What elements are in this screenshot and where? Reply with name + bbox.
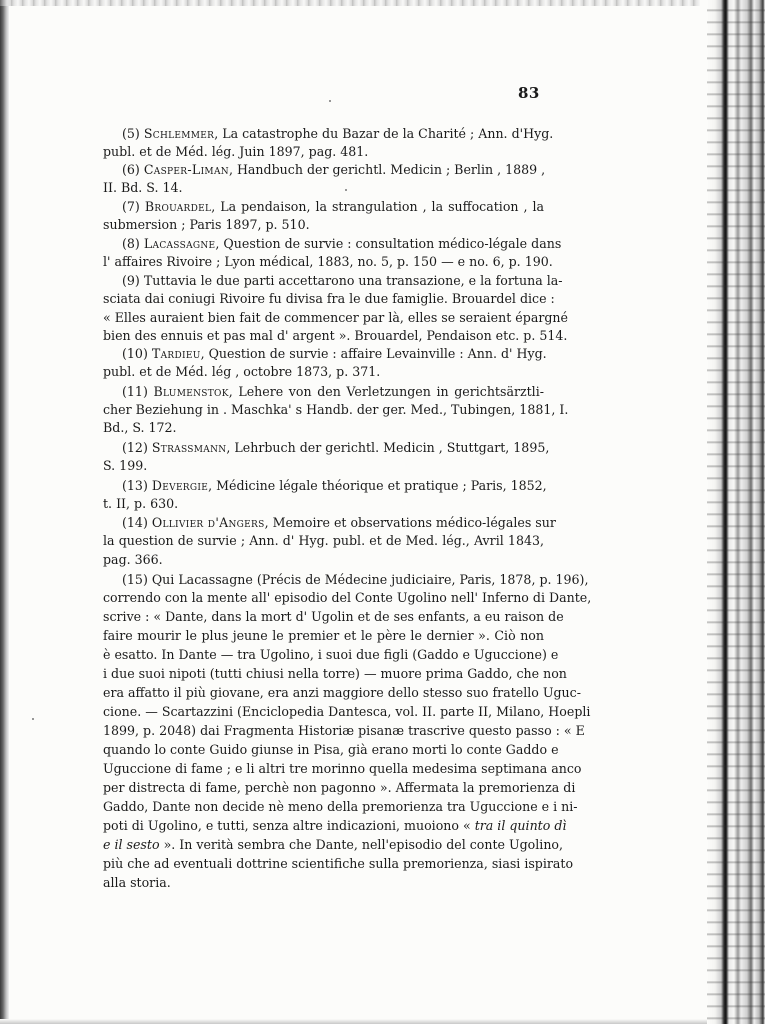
note-12-line-2: S. 199.: [103, 458, 148, 473]
note-9-line-1: (9) Tuttavia le due parti accettarono una transazione, e la fortuna la-: [122, 273, 563, 288]
note-9-line-4: bien des ennuis et pas mal d' argent ». Brouardel, Pendaison etc. p. 514.: [103, 328, 568, 343]
scan-left-edge: [0, 0, 9, 1024]
note-15-line-5: è esatto. In Dante — tra Ugolino, i suoi due figli (Gaddo e Uguccione) e: [103, 647, 559, 662]
note-14-line-3: pag. 366.: [103, 552, 163, 567]
note-7-line-2: submersion ; Paris 1897, p. 510.: [103, 217, 310, 232]
note-15-line-11: Uguccione di fame ; e li altri tre morinno quella medesima septimana anco: [103, 761, 582, 776]
scan-top-edge: [0, 0, 700, 6]
scan-bottom-edge: [0, 1019, 707, 1024]
note-9-line-3: « Elles auraient bien fait de commencer par là, elles se seraient épargné: [103, 310, 568, 325]
note-13-line-1: (13) Devergie, Médicine légale théorique et pratique ; Paris, 1852,: [122, 478, 547, 493]
note-15-line-1: (15) Qui Lacassagne (Précis de Médecine judiciaire, Paris, 1878, p. 196),: [122, 572, 589, 587]
note-14-line-2: la question de survie ; Ann. d' Hyg. publ. et de Med. lég., Avril 1843,: [103, 533, 544, 548]
note-15-line-10: quando lo conte Guido giunse in Pisa, già erano morti lo conte Gaddo e: [103, 742, 559, 757]
note-15-line-14: poti di Ugolino, e tutti, senza altre indicazioni, muoiono « tra il quinto dì: [103, 818, 567, 833]
note-15-line-16: più che ad eventuali dottrine scientifiche sulla premorienza, siasi ispirato: [103, 856, 574, 871]
note-6-line-2: II. Bd. S. 14.: [103, 180, 183, 195]
note-15-line-12: per distrecta di fame, perchè non pagonno ». Affermata la premorienza di: [103, 780, 576, 795]
note-15-line-17: alla storia.: [103, 875, 171, 890]
note-7-line-1: (7) Brouardel, La pendaison, la strangulation , la suffocation , la: [122, 199, 544, 214]
note-15-line-7: era affatto il più giovane, era anzi maggiore dello stesso suo fratello Uguc-: [103, 685, 581, 700]
note-11-line-2: cher Beziehung in . Maschka' s Handb. der ger. Med., Tubingen, 1881, I.: [103, 402, 569, 417]
note-15-line-3: scrive : « Dante, dans la mort d' Ugolin et de ses enfants, a eu raison de: [103, 609, 564, 624]
note-8-line-1: (8) Lacassagne, Question de survie : consultation médico-légale dans: [122, 236, 562, 251]
note-15-line-9: 1899, p. 2048) dai Fragmenta Historiæ pisanæ trascrive questo passo : « E: [103, 723, 585, 738]
note-10-line-2: publ. et de Méd. lég , octobre 1873, p. 371.: [103, 364, 381, 379]
note-15-line-2: correndo con la mente all' episodio del Conte Ugolino nell' Inferno di Dante,: [103, 590, 592, 605]
note-14-line-1: (14) Ollivier d'Angers, Memoire et observations médico-légales sur: [122, 515, 556, 530]
note-12-line-1: (12) Strassmann, Lehrbuch der gerichtl. Medicin , Stuttgart, 1895,: [122, 440, 550, 455]
note-10-line-1: (10) Tardieu, Question de survie : affaire Levainville : Ann. d' Hyg.: [122, 346, 547, 361]
note-13-line-2: t. II, p. 630.: [103, 496, 179, 511]
note-15-line-13: Gaddo, Dante non decide nè meno della premorienza tra Uguccione e i ni-: [103, 799, 578, 814]
scan-speck: [329, 100, 331, 102]
book-right-edge: [707, 0, 765, 1024]
note-9-line-2: sciata dai coniugi Rivoire fu divisa fra le due famiglie. Brouardel dice :: [103, 291, 555, 306]
note-5-line-1: (5) Schlemmer, La catastrophe du Bazar de la Charité ; Ann. d'Hyg.: [122, 126, 554, 141]
note-15-line-15: e il sesto ». In verità sembra che Dante, nell'episodio del conte Ugolino,: [103, 837, 564, 852]
page-number: 83: [518, 84, 540, 102]
note-15-line-8: cione. — Scartazzini (Enciclopedia Dantesca, vol. II. parte II, Milano, Hoepli: [103, 704, 591, 719]
note-11-line-3: Bd., S. 172.: [103, 420, 177, 435]
note-15-line-6: i due suoi nipoti (tutti chiusi nella torre) — muore prima Gaddo, che non: [103, 666, 567, 681]
note-15-line-4: faire mourir le plus jeune le premier et le père le dernier ». Ciò non: [103, 628, 544, 643]
note-6-line-1: (6) Casper-Liman, Handbuch der gerichtl. Medicin ; Berlin , 1889 ,: [122, 162, 546, 177]
note-11-line-1: (11) Blumenstok, Lehere von den Verletzungen in gerichtsärztli-: [122, 384, 544, 399]
scan-speck: [32, 718, 34, 720]
note-8-line-2: l' affaires Rivoire ; Lyon médical, 1883, no. 5, p. 150 — e no. 6, p. 190.: [103, 254, 553, 269]
scan-speck: [345, 189, 347, 191]
note-5-line-2: publ. et de Méd. lég. Juin 1897, pag. 481.: [103, 144, 369, 159]
